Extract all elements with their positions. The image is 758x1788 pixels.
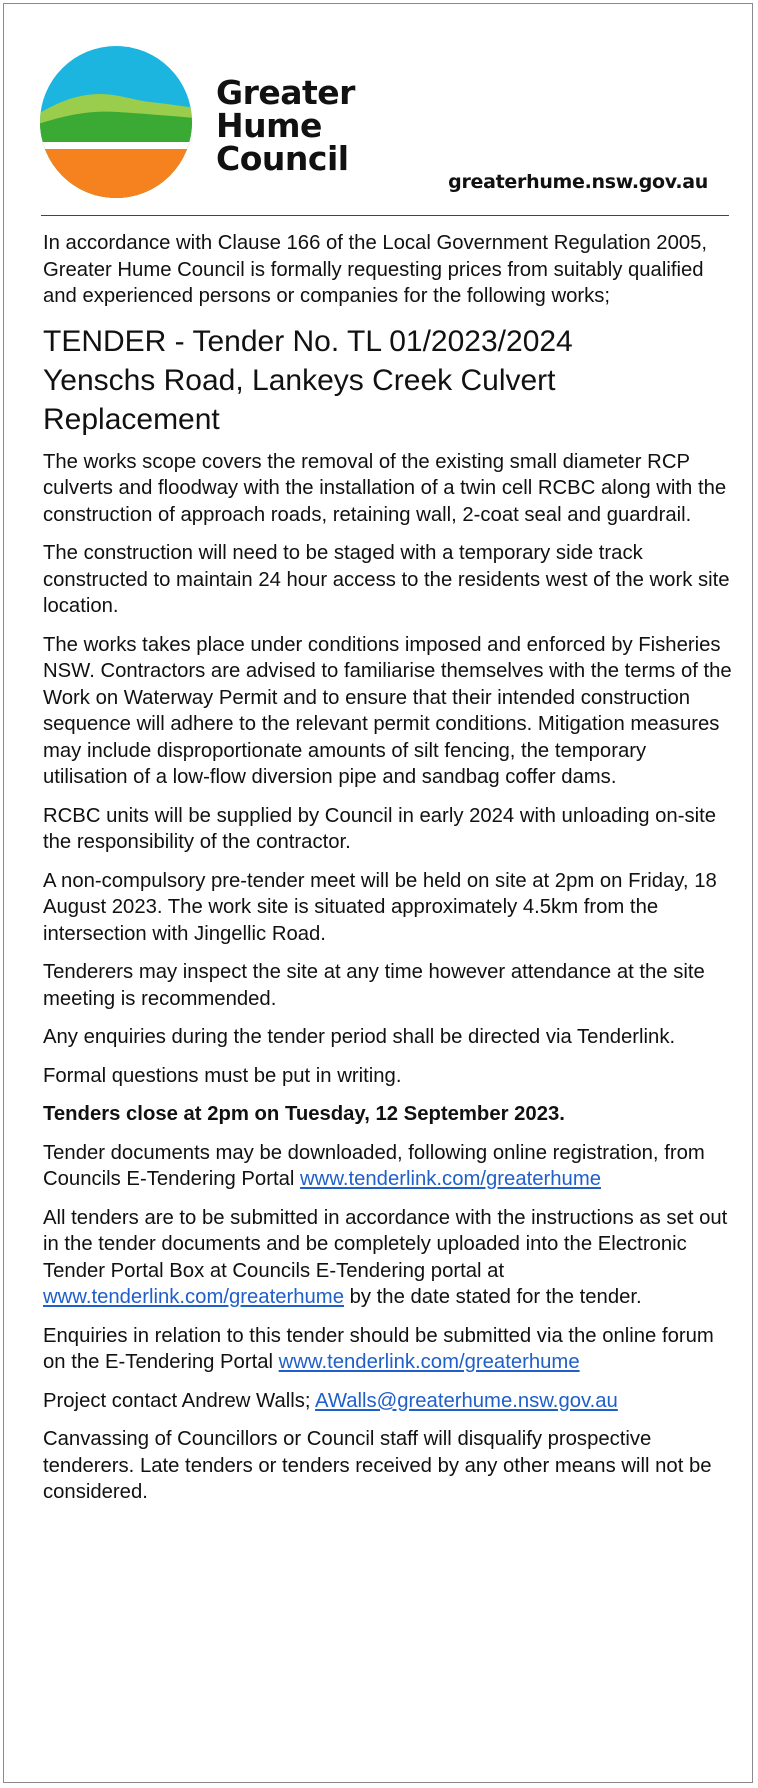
tenders-close-paragraph: Tenders close at 2pm on Tuesday, 12 September 2023. bbox=[43, 1103, 565, 1125]
council-logo-icon bbox=[38, 44, 194, 200]
forum-text: Enquiries in relation to this tender should be submitted via the online forum on the E-Tendering Portal bbox=[43, 1324, 714, 1373]
formal-questions-paragraph: Formal questions must be put in writing. bbox=[43, 1064, 402, 1087]
staging-paragraph: The construction will need to be staged with a temporary side track constructed to maintain 24 hour access to the residents west of the work site location. bbox=[43, 542, 730, 617]
documents-paragraph bbox=[43, 1140, 733, 1193]
submit-text: All tenders are to be submitted in accordance with the instructions as set out in the tender documents and be completely uploaded into the Electronic Tender Portal Box at Councils E-Tendering portal at bbox=[43, 1206, 728, 1282]
notice-body bbox=[43, 230, 733, 1518]
website-url: greaterhume.nsw.gov.au bbox=[448, 171, 708, 193]
canvassing-paragraph: Canvassing of Councillors or Council staff will disqualify prospective tenderers. Late tenders or tenders received by any other means will not be considered. bbox=[43, 1428, 712, 1503]
documents-text: Tender documents may be downloaded, following online registration, from Councils E-Tendering Portal bbox=[43, 1141, 705, 1190]
submit-tail-text: by the date stated for the tender. bbox=[343, 1286, 642, 1308]
meet-paragraph: A non-compulsory pre-tender meet will be held on site at 2pm on Friday, 18 August 2023. The work site is situated approximately 4.5km from the intersection with Jingellic Road. bbox=[43, 869, 717, 945]
contact-email-link[interactable]: AWalls@greaterhume.nsw.gov.au bbox=[315, 1389, 618, 1412]
tender-title bbox=[43, 322, 733, 439]
forum-paragraph bbox=[43, 1323, 733, 1376]
tender-title-line2: Yenschs Road, Lankeys Creek Culvert bbox=[43, 363, 556, 397]
enquiries-period-paragraph: Any enquiries during the tender period shall be directed via Tenderlink. bbox=[43, 1026, 676, 1048]
header-divider bbox=[41, 215, 729, 216]
rcbc-paragraph: RCBC units will be supplied by Council in early 2024 with unloading on-site the responsibility of the contractor. bbox=[43, 804, 717, 853]
council-name bbox=[216, 73, 355, 178]
conditions-paragraph: The works takes place under conditions imposed and enforced by Fisheries NSW. Contractors are advised to familiarise themselves with the terms of the Work on Waterway Permit and to ensure that their intended construction sequence will adhere to the relevant permit conditions. Mitigation measures may include disproportionate amounts of silt fencing, the temporary utilisation of a low-flow diversion pipe and sandbag coffer dams. bbox=[43, 633, 732, 788]
council-name-line2: Hume bbox=[216, 106, 322, 145]
tender-title-line1: TENDER - Tender No. TL 01/2023/2024 bbox=[43, 324, 573, 358]
scope-paragraph: The works scope covers the removal of the existing small diameter RCP culverts and floodway with the installation of a twin cell RCBC along with the construction of approach roads, retaining wall, 2-coat seal and guardrail. bbox=[43, 450, 727, 526]
tender-notice bbox=[3, 3, 753, 1783]
tenderlink-link-forum[interactable]: www.tenderlink.com/greaterhume bbox=[278, 1351, 580, 1373]
contact-paragraph bbox=[43, 1388, 733, 1415]
tenderlink-link-submit[interactable]: www.tenderlink.com/greaterhume bbox=[43, 1286, 344, 1308]
tenderlink-link-documents[interactable]: www.tenderlink.com/greaterhume bbox=[300, 1168, 602, 1190]
council-name-line1: Greater bbox=[216, 73, 355, 112]
intro-paragraph: In accordance with Clause 166 of the Local Government Regulation 2005, Greater Hume Council is formally requesting prices from suitably qualified and experienced persons or companies for the following works; bbox=[43, 232, 708, 307]
inspect-paragraph: Tenderers may inspect the site at any time however attendance at the site meeting is recommended. bbox=[43, 961, 705, 1010]
tender-title-line3: Replacement bbox=[43, 402, 220, 436]
submit-paragraph bbox=[43, 1205, 733, 1311]
contact-text: Project contact Andrew Walls; bbox=[43, 1389, 316, 1412]
council-name-line3: Council bbox=[216, 139, 349, 178]
